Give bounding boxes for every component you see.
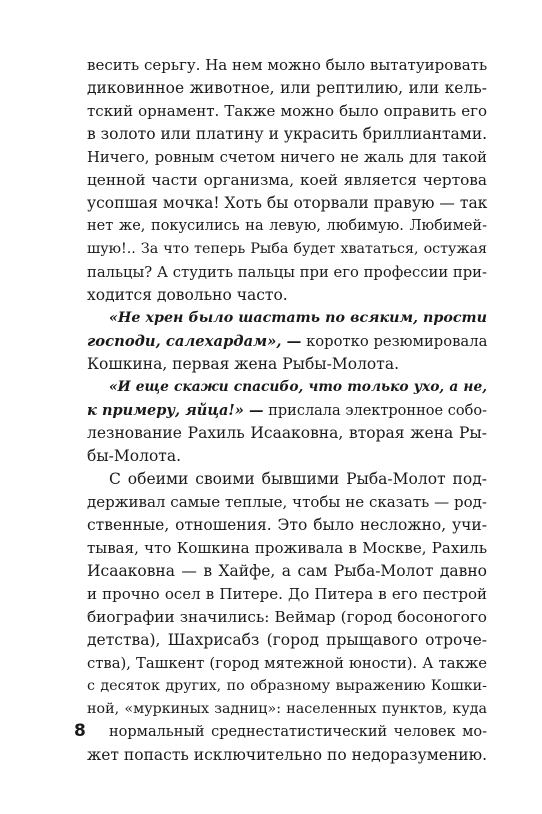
attribution-text: прислала электронное собо-: [263, 403, 487, 419]
quote-text: господи, салехардам», —: [87, 333, 302, 350]
text-line: биографии значились: Веймар (город босоногого: [87, 608, 487, 626]
quote-line: «И еще скажи спасибо, что только ухо, а не,: [109, 379, 487, 395]
text-line: в золото или платину и украсить бриллиантами.: [87, 125, 488, 143]
text-line: диковинное животное, или рептилию, или кель-: [87, 79, 487, 97]
text-line: и прочно осел в Питере. До Питера в его пестрой: [87, 585, 487, 603]
text-line: держивал самые теплые, чтобы не сказать — род-: [87, 493, 487, 511]
paragraph-4: [87, 468, 487, 767]
text-line: ценной части организма, коей является чертова: [87, 171, 487, 189]
text-line: весить серьгу. На нем можно было вытатуировать: [87, 56, 488, 74]
text-line: пальцы? А студить пальцы при его профессии при-: [87, 264, 487, 281]
text-line: шую!.. За что теперь Рыба будет хвататься, остужая: [87, 241, 487, 257]
text-line: С обеими своими бывшими Рыба-Молот под-: [109, 470, 487, 488]
body-text: [87, 54, 487, 767]
text-line: Ничего, ровным счетом ничего не жаль для такой: [87, 149, 487, 166]
text-line: [87, 330, 487, 353]
text-line: ства), Ташкент (город мятежной юности). А также: [87, 655, 487, 672]
text-line: с десяток других, по образному выражению Кошки-: [87, 678, 487, 694]
paragraph-2: [87, 307, 487, 376]
text-line: ходится довольно часто.: [87, 286, 288, 304]
attribution-text: коротко резюмировала: [301, 333, 488, 350]
quote-line: «Не хрен было шастать по всяким, прости: [109, 310, 487, 326]
text-line: ной, «муркиных задниц»: населенных пунктов, куда: [87, 701, 487, 717]
paragraph-3: [87, 376, 487, 468]
quote-text: к примеру, яйца!» —: [87, 402, 264, 419]
text-line: жет попасть исключительно по недоразумению.: [87, 746, 488, 764]
text-line: нет же, покусились на левую, любимую. Любимей-: [87, 218, 487, 234]
text-line: Кошкина, первая жена Рыбы-Молота.: [87, 355, 400, 373]
text-line: бы-Молота.: [87, 447, 182, 465]
text-line: [87, 399, 487, 422]
paragraph-1: [87, 54, 487, 307]
text-line: усопшая мочка! Хоть бы оторвали правую — так: [87, 194, 488, 212]
page-number: 8: [74, 721, 86, 741]
text-line: тывая, что Кошкина проживала в Москве, Рахиль: [87, 539, 487, 557]
text-line: ственные, отношения. Это было несложно, учи-: [87, 516, 487, 534]
text-line: нормальный среднестатистический человек мо-: [109, 724, 487, 740]
text-line: Исааковна — в Хайфе, а сам Рыба-Молот давно: [87, 562, 487, 580]
text-line: лезнование Рахиль Исааковна, вторая жена Ры-: [87, 424, 487, 442]
text-line: тский орнамент. Также можно было оправить его: [87, 102, 487, 120]
text-line: детства), Шахрисабз (город прыщавого отроче-: [87, 631, 487, 649]
